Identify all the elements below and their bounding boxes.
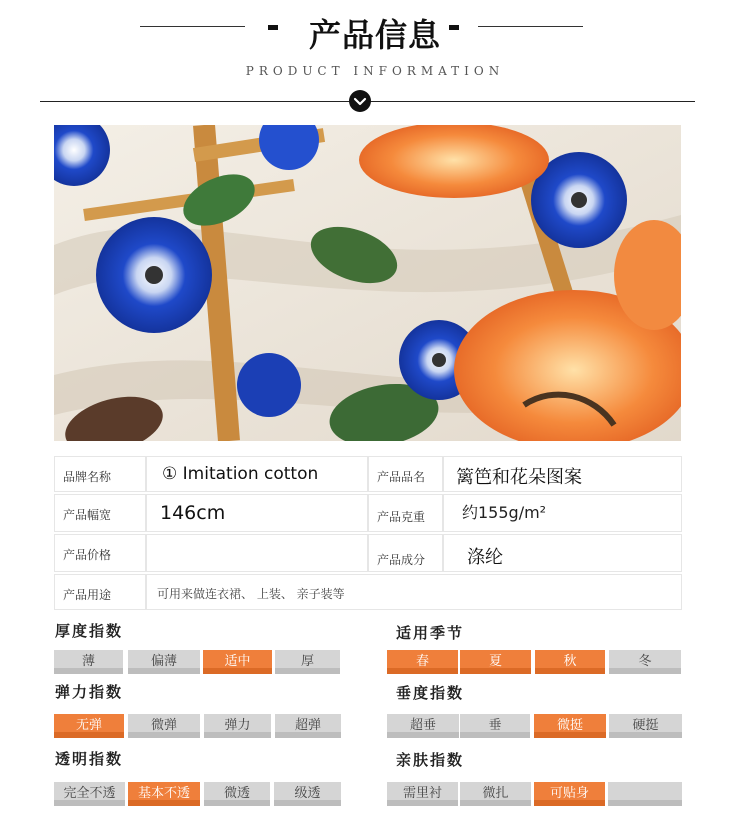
usage-label: 产品用途 bbox=[63, 588, 112, 602]
skin-option[interactable]: 微扎 bbox=[460, 782, 531, 806]
fabric-photo bbox=[54, 125, 681, 441]
chevron-down-icon bbox=[349, 90, 371, 112]
width-value: 146cm bbox=[160, 502, 226, 524]
brand-value: ① Imitation cotton bbox=[162, 464, 319, 484]
weight-label: 产品克重 bbox=[377, 510, 426, 524]
thickness-option[interactable]: 薄 bbox=[54, 650, 123, 674]
elasticity-option[interactable]: 微弹 bbox=[128, 714, 200, 738]
elasticity-title: 弹力指数 bbox=[55, 683, 124, 701]
elasticity-option[interactable]: 无弹 bbox=[54, 714, 124, 738]
season-option[interactable]: 夏 bbox=[460, 650, 531, 674]
price-label: 产品价格 bbox=[63, 548, 112, 562]
transparency-title: 透明指数 bbox=[55, 750, 124, 768]
drape-option[interactable]: 硬挺 bbox=[609, 714, 682, 738]
skin-title: 亲肤指数 bbox=[396, 751, 465, 769]
usage-value: 可用来做连衣裙、 上装、 亲子装等 bbox=[157, 587, 345, 601]
skin-option[interactable]: 需里衬 bbox=[387, 782, 458, 806]
header-bar-right bbox=[449, 25, 459, 30]
thickness-title: 厚度指数 bbox=[55, 622, 124, 640]
header-rule-right bbox=[478, 26, 583, 27]
season-title: 适用季节 bbox=[396, 624, 465, 642]
page-subtitle: PRODUCT INFORMATION bbox=[245, 64, 505, 78]
transparency-option[interactable]: 基本不透 bbox=[128, 782, 200, 806]
skin-option[interactable]: 可贴身 bbox=[534, 782, 605, 806]
page-title: 产品信息 bbox=[308, 16, 441, 54]
skin-option[interactable] bbox=[608, 782, 682, 806]
season-option[interactable]: 冬 bbox=[609, 650, 681, 674]
season-option[interactable]: 春 bbox=[387, 650, 458, 674]
thickness-option[interactable]: 适中 bbox=[203, 650, 272, 674]
thickness-option[interactable]: 厚 bbox=[275, 650, 340, 674]
transparency-option[interactable]: 完全不透 bbox=[54, 782, 125, 806]
product-name-value: 篱笆和花朵图案 bbox=[456, 467, 582, 488]
transparency-option[interactable]: 微透 bbox=[204, 782, 270, 806]
composition-label: 产品成分 bbox=[377, 553, 426, 567]
width-label: 产品幅宽 bbox=[63, 508, 112, 522]
composition-value: 涤纶 bbox=[467, 547, 503, 568]
brand-label: 品牌名称 bbox=[63, 470, 112, 484]
drape-title: 垂度指数 bbox=[396, 684, 465, 702]
weight-value: 约155g/m² bbox=[462, 503, 547, 522]
info-price-value-cell bbox=[146, 534, 368, 572]
elasticity-option[interactable]: 弹力 bbox=[204, 714, 271, 738]
drape-option[interactable]: 超垂 bbox=[387, 714, 459, 738]
product-name-label: 产品品名 bbox=[377, 470, 426, 484]
transparency-option[interactable]: 级透 bbox=[274, 782, 341, 806]
drape-option[interactable]: 垂 bbox=[460, 714, 530, 738]
drape-option[interactable]: 微挺 bbox=[534, 714, 606, 738]
season-option[interactable]: 秋 bbox=[535, 650, 605, 674]
elasticity-option[interactable]: 超弹 bbox=[275, 714, 341, 738]
thickness-option[interactable]: 偏薄 bbox=[128, 650, 200, 674]
